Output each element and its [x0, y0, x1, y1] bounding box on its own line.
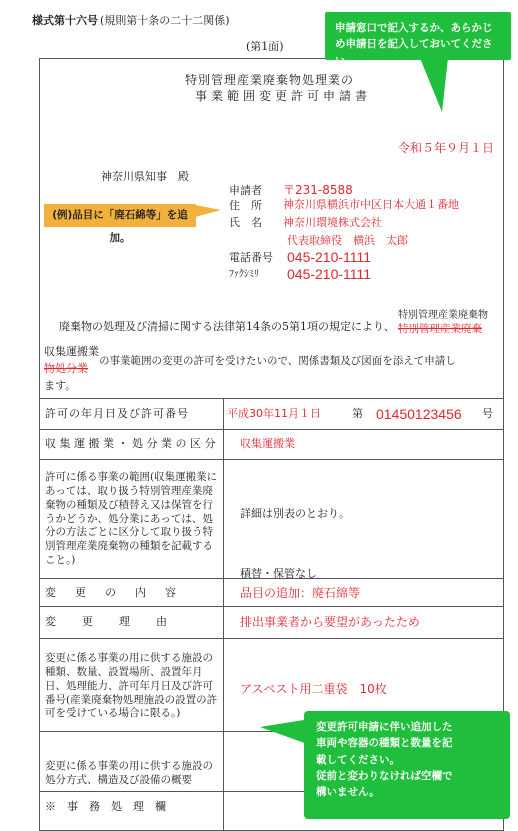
- change-reason: 排出事業者から要望があったため: [240, 615, 420, 629]
- page-label: (第1面): [246, 40, 284, 53]
- permit-dai: 第: [352, 407, 363, 420]
- change-content-label: 変更の内容: [45, 586, 195, 599]
- representative-name: 代表取締役 横浜 太郎: [287, 234, 408, 247]
- addressee: 神奈川県知事 殿: [101, 170, 189, 183]
- callout-vehicle-note: 変更許可申請に伴い追加した 車両や容器の種類と数量を記 載してください。 従前と変わりなければ空欄で 構いません。: [304, 711, 510, 819]
- change-content: 品目の追加：廃石綿等: [240, 586, 361, 600]
- body-strike1: 特別管理産業廃棄: [398, 323, 482, 335]
- company-name: 神奈川環境株式会社: [283, 216, 382, 229]
- method-label: 変更に係る事業の用に供する施設の処分方式、構造及び設備の概要: [45, 760, 213, 786]
- permit-number: 01450123456: [376, 406, 462, 422]
- permit-date-label: 許可の年月日及び許可番号: [45, 407, 189, 420]
- phone-label: 電話番号: [229, 251, 273, 264]
- body-line2: の事業範囲の変更の許可を受けたいので、関係書類及び図面を添えて申請し: [99, 355, 456, 367]
- office-use-label: ※事務処理欄: [45, 800, 177, 813]
- callout-date-note: 申請窓口で記入するか、あらかじめ申請日を記入しておいてください。: [325, 12, 511, 60]
- form-rule: (規則第十条の二十二関係): [100, 14, 230, 27]
- body-strike2: 物処分業: [44, 362, 88, 375]
- business-type-label: 収集運搬業・処分業の区分: [45, 437, 219, 450]
- body-line3: ます。: [44, 379, 77, 392]
- callout-item-note: (例)品目に「廃石綿等」を追加。: [44, 204, 196, 227]
- callout-arrow: [195, 205, 225, 225]
- address-value: 神奈川県横浜市中区日本大通１番地: [283, 198, 459, 211]
- permit-go: 号: [482, 407, 493, 420]
- application-date: 令和５年９月１日: [398, 141, 495, 155]
- name-label: 氏 名: [229, 216, 262, 229]
- change-reason-label: 変更理由: [45, 615, 193, 628]
- body-insert: 特別管理産業廃棄物: [398, 310, 488, 321]
- callout-pointer: [390, 58, 450, 118]
- address-label: 住 所: [229, 199, 262, 212]
- doc-title-line1: 特別管理産業廃棄物処理業の: [185, 73, 355, 87]
- scope-value: 詳細は別表のとおり。: [240, 507, 350, 520]
- permit-date: 平成30年11月１日: [227, 407, 321, 420]
- scope-label: 許可に係る事業の範囲(収集運搬業にあっては、取り扱う特別管理産業廃棄物の種類及び積替え又は保管を行うかどうか、処分業にあっては、処分の方法ごとに区分して取り扱う特別管理産業廃棄物の種類を記載すること。): [45, 471, 218, 567]
- form-label: 様式第十六号: [32, 14, 98, 27]
- fax-value: 045-210-1111: [287, 266, 372, 282]
- business-type: 収集運搬業: [240, 437, 295, 450]
- facility-label: 変更に係る事業の用に供する施設の種類、数量、設置場所、設置年月日、処理能力、許可年月日及び許可番号(産業廃棄物処理施設の設置の許可を受けている場合に限る。): [45, 652, 218, 720]
- phone-value: 045-210-1111: [287, 249, 372, 265]
- scope-note: 積替・保管なし: [240, 567, 317, 580]
- applicant-label: 申請者: [229, 184, 262, 197]
- fax-label: ﾌｧｸｼﾐﾘ: [229, 269, 259, 280]
- doc-title-line2: 事業範囲変更許可申請書: [195, 89, 372, 103]
- postal-code: 〒231-8588: [283, 183, 353, 197]
- facility-value: アスベスト用二重袋 10枚: [240, 682, 387, 696]
- body-line1: 廃棄物の処理及び清掃に関する法律第14条の5第1項の規定により、: [59, 320, 395, 333]
- body-insert2: 収集運搬業: [44, 345, 99, 358]
